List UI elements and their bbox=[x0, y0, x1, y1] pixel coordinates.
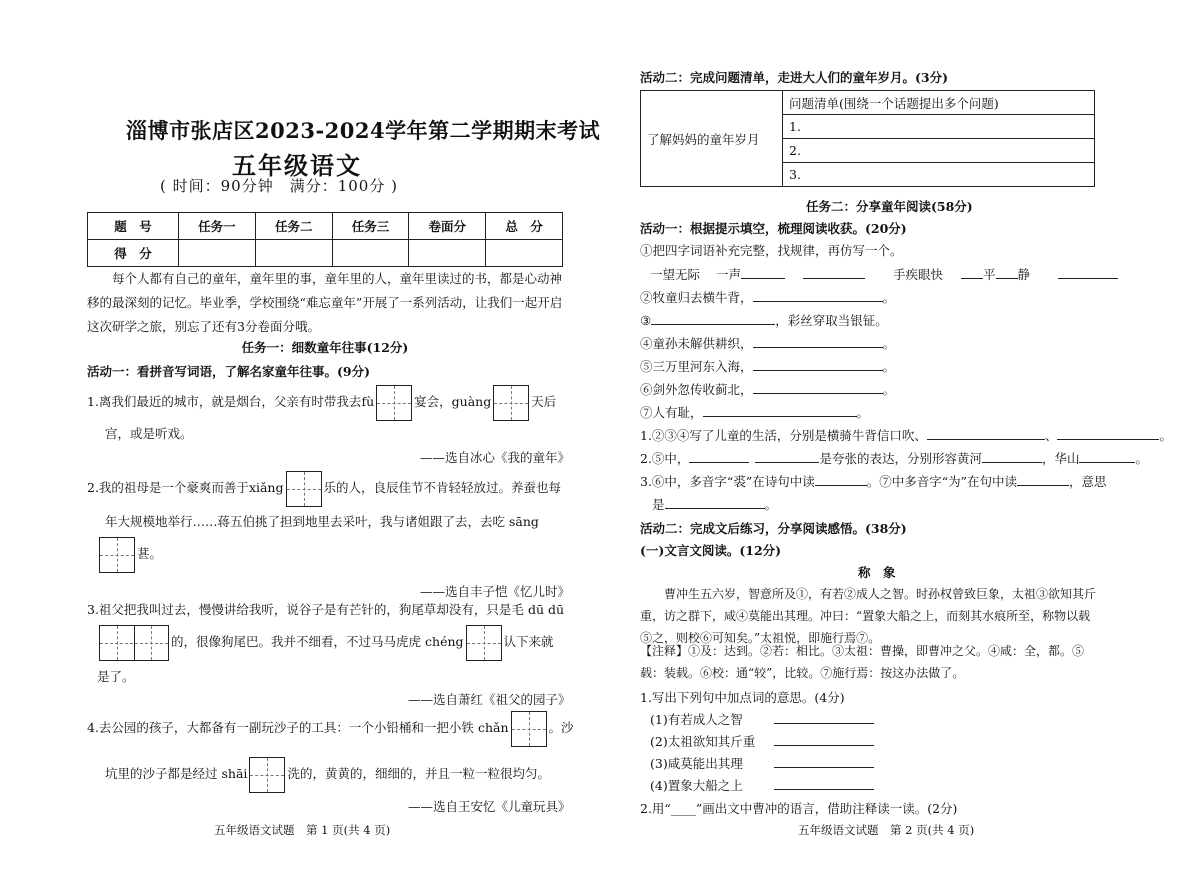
q4-line2 bbox=[105, 756, 550, 793]
poem-3-prefix: ③ bbox=[640, 313, 652, 328]
q-word-2-text: (2)太祖欲知其斤重 bbox=[650, 734, 756, 749]
fill-3-line2 bbox=[652, 495, 777, 513]
poem-2-blank[interactable] bbox=[753, 289, 883, 302]
poem-7-text: ⑦人有耻， bbox=[640, 405, 703, 420]
poem-5: ⑤三万里河东入海， 。 bbox=[640, 359, 896, 374]
score-cell[interactable] bbox=[332, 240, 409, 267]
q1-text-d: 宫，或是听戏。 bbox=[105, 426, 193, 441]
q4-char-box-1[interactable] bbox=[511, 711, 547, 747]
q4-pinyin-1: chǎn bbox=[477, 720, 509, 735]
poem-6-blank[interactable] bbox=[753, 381, 883, 394]
q-word-1-text: (1)有若成人之智 bbox=[650, 712, 743, 727]
q2-text-c: 年大规模地举行……蒋五伯挑了担到地里去采叶，我与诸姐跟了去，去吃 bbox=[105, 514, 506, 529]
activity1-title: 活动一：看拼音写词语，了解名家童年往事。(9分) bbox=[87, 364, 371, 379]
q-word-1-blank[interactable] bbox=[774, 711, 874, 724]
poem-6: ⑥剑外忽传收蓟北， 。 bbox=[640, 382, 896, 397]
score-header-cell: 任务一 bbox=[179, 213, 256, 240]
q1-text-b: 宴会， bbox=[414, 394, 452, 409]
fill-3-text-d: 是 bbox=[652, 497, 665, 512]
q2-source: ——选自丰子恺《忆儿时》 bbox=[420, 584, 571, 599]
poem-3-blank[interactable] bbox=[651, 312, 775, 325]
poem-5-blank[interactable] bbox=[753, 358, 883, 371]
idiom-2-blank[interactable] bbox=[741, 266, 785, 279]
question-row-1[interactable]: 1. bbox=[783, 115, 1095, 139]
idiom-5-blank-1[interactable] bbox=[961, 266, 983, 279]
fill-1-text: 1.②③④写了儿童的生活，分别是横骑牛背信口吹、 bbox=[640, 428, 927, 443]
q3-line1 bbox=[87, 600, 564, 618]
poem-7: ⑦人有耻， 。 bbox=[640, 405, 870, 420]
idiom-2-prefix: 一声 bbox=[716, 267, 742, 282]
q3-pinyin-1: dū dū bbox=[527, 602, 565, 617]
q3-text-b: 的，很像狗尾巴。我并不细看，不过马马虎虎 bbox=[171, 634, 422, 649]
q2-char-box-1[interactable] bbox=[286, 471, 322, 507]
q2-char-box-2[interactable] bbox=[99, 537, 135, 573]
score-cell[interactable] bbox=[179, 240, 256, 267]
idiom-3-blank[interactable] bbox=[803, 266, 865, 279]
q-word-2 bbox=[650, 732, 874, 750]
poem-4-blank[interactable] bbox=[753, 335, 883, 348]
poem-5-text: ⑤三万里河东入海， bbox=[640, 359, 753, 374]
q4-text-b: 。沙 bbox=[548, 720, 574, 735]
q1-char-box-2[interactable] bbox=[493, 385, 529, 421]
passage-title: 称 象 bbox=[858, 565, 896, 580]
t2a1-title: 活动一：根据提示填空，梳理阅读收获。(20分) bbox=[640, 221, 907, 236]
t2a1-intro: ①把四字词语补充完整，找规律，再仿写一个。 bbox=[640, 243, 903, 258]
idiom-4: 手疾眼快 bbox=[892, 267, 943, 282]
idiom-5-jing: 静 bbox=[1017, 267, 1031, 282]
section1-title: (一)文言文阅读。(12分) bbox=[640, 543, 782, 558]
q-word-3 bbox=[650, 754, 874, 772]
q3-char-box-1[interactable] bbox=[99, 625, 169, 661]
q2-line3 bbox=[97, 536, 162, 573]
score-cell[interactable] bbox=[486, 240, 563, 267]
idiom-line bbox=[650, 265, 1118, 283]
q-words-title: 1.写出下列句中加点词的意思。(4分) bbox=[640, 690, 845, 705]
idiom-1: 一望无际 bbox=[650, 267, 701, 282]
fill-3-text-a: 3.⑥中，多音字“裘”在诗句中读 bbox=[640, 474, 815, 489]
q1-text-c: 天后 bbox=[531, 394, 557, 409]
fill-3-blank-3[interactable] bbox=[665, 496, 765, 509]
q4-pinyin-2: shāi bbox=[221, 766, 248, 781]
q1-source: ——选自冰心《我的童年》 bbox=[420, 450, 571, 465]
q-word-4-text: (4)置象大船之上 bbox=[650, 778, 743, 793]
left-footer: 五年级语文试题 第 1 页(共 4 页) bbox=[214, 823, 391, 837]
task1-title: 任务一：细数童年往事(12分) bbox=[241, 340, 409, 355]
fill-1 bbox=[640, 426, 1172, 444]
task2-title: 任务二：分享童年阅读(58分) bbox=[806, 199, 973, 214]
t2a2-title: 活动二：完成文后练习，分享阅读感悟。(38分) bbox=[640, 521, 907, 536]
fill-3-blank-2[interactable] bbox=[1017, 473, 1069, 486]
fill-3-text-c: ，意思 bbox=[1069, 474, 1107, 489]
fill-2-blank-1[interactable] bbox=[689, 450, 749, 463]
exam-title: 淄博市张店区2023-2024学年第二学期期末考试 bbox=[126, 118, 601, 143]
q3-pinyin-2: chéng bbox=[425, 634, 464, 649]
question-row-2[interactable]: 2. bbox=[783, 139, 1095, 163]
fill-2-blank-3[interactable] bbox=[982, 450, 1042, 463]
q2-pinyin-1: xiǎng bbox=[248, 480, 284, 495]
poem-4: ④童孙未解供耕织， 。 bbox=[640, 336, 896, 351]
q3-source: ——选自萧红《祖父的园子》 bbox=[408, 692, 571, 707]
fill-2-blank-2[interactable] bbox=[755, 450, 819, 463]
q-word-3-blank[interactable] bbox=[774, 755, 874, 768]
q1-line1 bbox=[87, 384, 556, 421]
fill-2-text-c: ，华山 bbox=[1041, 451, 1080, 466]
fill-2-text-a: 2.⑤中， bbox=[640, 451, 690, 466]
q1-pinyin-2: guàng bbox=[451, 394, 492, 409]
q2-line2 bbox=[105, 512, 539, 530]
q3-char-box-2[interactable] bbox=[466, 625, 502, 661]
q4-text-a: 4.去公园的孩子，大都备有一副玩沙子的工具：一个小铅桶和一把小铁 bbox=[87, 720, 474, 735]
fill-1-sep: 、 bbox=[1044, 428, 1058, 443]
q-word-4-blank[interactable] bbox=[774, 777, 874, 790]
passage-text: 曹冲生五六岁，智意所及①，有若②成人之智。时孙权曾致巨象，太祖③欲知其斤重，访之群下，咸④莫能出其理。冲曰：“置象大船之上，而刻其水痕所至，称物以载⑤之，则校⑥可知矣。”太祖悦，即施行焉⑦。 bbox=[640, 587, 1097, 645]
score-header-cell: 任务二 bbox=[255, 213, 332, 240]
q1-text-a: 1.离我们最近的城市，就是烟台，父亲有时带我去 bbox=[87, 394, 362, 409]
q2-underline-task: 2.用“____”画出文中曹冲的语言，借助注释读一读。(2分) bbox=[640, 801, 958, 816]
exam-meta: ( 时间：90分钟 满分：100分 ) bbox=[160, 177, 398, 195]
question-row-3[interactable]: 3. bbox=[783, 163, 1095, 187]
q3-line2 bbox=[97, 624, 554, 661]
fill-1-blank-1[interactable] bbox=[927, 427, 1045, 440]
q-word-2-blank[interactable] bbox=[774, 733, 874, 746]
fill-2-text-b: 是夸张的表达，分别形容黄河 bbox=[819, 451, 982, 466]
poem-7-blank[interactable] bbox=[703, 404, 857, 417]
idiom-5-blank-2[interactable] bbox=[996, 266, 1018, 279]
q4-source: ——选自王安忆《儿童玩具》 bbox=[408, 799, 571, 814]
idiom-5-ping: 平 bbox=[982, 267, 996, 282]
q2-text-b: 乐的人，良辰佳节不肯轻轻放过。养蚕也每 bbox=[323, 480, 562, 495]
fill-3-text-b: 。⑦中多音字“为”在句中读 bbox=[866, 474, 1018, 489]
subject-title: 五年级语文 bbox=[232, 151, 362, 180]
q4-text-d: 洗的，黄黄的，细细的，并且一粒一粒很均匀。 bbox=[287, 766, 550, 781]
fill-2-blank-4[interactable] bbox=[1079, 450, 1135, 463]
q1-char-box-1[interactable] bbox=[376, 385, 412, 421]
q4-char-box-2[interactable] bbox=[249, 757, 285, 793]
q2-line1 bbox=[87, 470, 561, 507]
score-header-cell: 任务三 bbox=[332, 213, 409, 240]
q1-pinyin-1: fù bbox=[361, 394, 375, 409]
fill-1-end: 。 bbox=[1159, 428, 1172, 443]
fill-3-blank-1[interactable] bbox=[815, 473, 867, 486]
intro-paragraph: 每个人都有自己的童年，童年里的事，童年里的人，童年里读过的书，都是心动神移的最深刻的记忆。毕业季，学校围绕“难忘童年”开展了一系列活动，让我们一起开启这次研学之旅，别忘了还有3分卷面分哦。 bbox=[87, 271, 563, 334]
question-list-table bbox=[640, 90, 1095, 187]
poem-2: ②牧童归去横牛背， 。 bbox=[640, 290, 896, 305]
q-word-3-text: (3)咸莫能出其理 bbox=[650, 756, 743, 771]
question-topic-cell: 了解妈妈的童年岁月 bbox=[641, 91, 783, 187]
score-row-label: 得 分 bbox=[88, 240, 179, 267]
score-cell[interactable] bbox=[255, 240, 332, 267]
idiom-6-blank[interactable] bbox=[1058, 266, 1118, 279]
right-page bbox=[600, 0, 1200, 882]
right-footer: 五年级语文试题 第 2 页(共 4 页) bbox=[798, 823, 975, 837]
activity2-title: 活动二：完成问题清单，走进大人们的童年岁月。(3分) bbox=[640, 70, 949, 85]
fill-1-blank-2[interactable] bbox=[1057, 427, 1159, 440]
fill-3 bbox=[640, 472, 1107, 490]
poem-4-text: ④童孙未解供耕织， bbox=[640, 336, 753, 351]
fill-2-end: 。 bbox=[1135, 451, 1148, 466]
q3-text-d: 是了。 bbox=[97, 669, 135, 684]
fill-3-end: 。 bbox=[764, 497, 778, 512]
poem-3 bbox=[640, 311, 888, 329]
q4-line1 bbox=[87, 710, 574, 747]
poem-2-text: ②牧童归去横牛背， bbox=[640, 290, 753, 305]
score-cell[interactable] bbox=[409, 240, 486, 267]
q-word-4 bbox=[650, 776, 874, 794]
score-header-cell: 卷面分 bbox=[409, 213, 486, 240]
fill-2 bbox=[640, 449, 1148, 467]
question-list-header: 问题清单(围绕一个话题提出多个问题) bbox=[783, 91, 1095, 115]
q3-text-c: 认下来就 bbox=[503, 634, 554, 649]
q2-text-a: 2.我的祖母是一个豪爽而善于 bbox=[87, 480, 249, 495]
score-header-cell: 总 分 bbox=[486, 213, 563, 240]
poem-3-text: ，彩丝穿取当银钲。 bbox=[775, 313, 888, 328]
q4-text-c: 坑里的沙子都是经过 bbox=[105, 766, 218, 781]
passage-notes: 【注释】①及：达到。②若：相比。③太祖：曹操，即曹冲之父。④咸：全，都。⑤载：装载。⑥校：通“较”，比较。⑦施行焉：按这办法做了。 bbox=[640, 644, 1085, 680]
q3-text-a: 3.祖父把我叫过去，慢慢讲给我听，说谷子是有芒针的，狗尾草却没有，只是毛 bbox=[87, 602, 524, 617]
q2-text-d: 葚。 bbox=[137, 546, 163, 561]
score-header-cell: 题 号 bbox=[88, 213, 179, 240]
q-word-1 bbox=[650, 710, 874, 728]
q2-pinyin-2: sāng bbox=[509, 514, 539, 529]
score-table bbox=[87, 212, 563, 267]
poem-6-text: ⑥剑外忽传收蓟北， bbox=[640, 382, 753, 397]
